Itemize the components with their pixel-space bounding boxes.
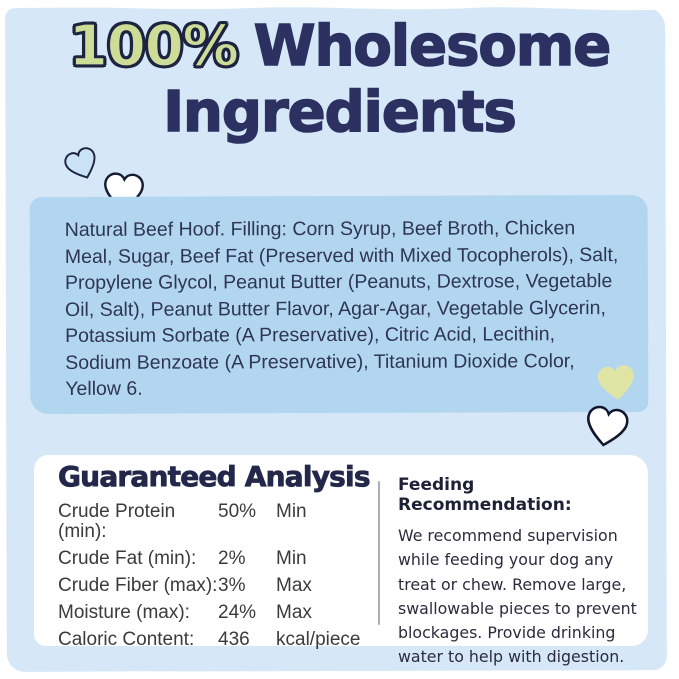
title-word-wholesome: Wholesome [253,14,611,79]
guaranteed-analysis-table [58,502,361,657]
table-row [58,576,361,596]
table-row [58,502,361,542]
analysis-value: 24% [218,602,257,623]
table-row [58,630,361,650]
analysis-value: 2% [218,548,246,569]
analysis-value: 50% [218,501,257,522]
guaranteed-analysis-heading: Guaranteed Analysis [58,460,370,493]
analysis-label: Crude Protein (min): [58,501,176,542]
analysis-value: 3% [218,575,246,596]
title-line-2 [0,80,679,146]
analysis-unit: Max [276,602,312,623]
ingredients-panel [30,195,649,414]
table-row [58,549,361,569]
title-word-ingredients: Ingredients [163,80,516,145]
title-highlight: 100% [68,14,238,79]
table-row [58,603,361,623]
analysis-value: 436 [218,629,250,650]
page-title [0,14,679,146]
heart-icon [593,361,640,405]
analysis-unit: Min [276,548,307,569]
feeding-recommendation-text: We recommend supervision while feeding your dog any treat or chew. Remove large, swallowable pieces to prevent blockages. Provide drinking water to help with digestion. [398,526,637,667]
title-line-1 [0,14,679,80]
analysis-label: Crude Fat (min): [58,548,197,569]
analysis-label: Crude Fiber (max): [58,575,218,596]
analysis-unit: Max [276,575,312,596]
feeding-recommendation-heading: Feeding Recommendation: [398,475,572,515]
analysis-unit: Min [276,501,307,522]
analysis-card [34,455,648,667]
analysis-unit: kcal/piece [276,629,361,650]
heart-icon [580,401,634,452]
vertical-divider [378,481,380,625]
analysis-label: Moisture (max): [58,602,190,623]
feeding-recommendation-section [398,475,640,670]
analysis-label: Caloric Content: [58,629,195,650]
ingredients-text: Natural Beef Hoof. Filling: Corn Syrup, Beef Broth, Chicken Meal, Sugar, Beef Fat (Preserved with Mixed Tocopherols), Salt, Propylene Glycol, Peanut Butter (Peanuts, Dextrose, Vegetable Oil, Salt), Peanut Butter Flavor, Agar-Agar, Vegetable Glycerin, Potassium Sorbate (A Preservative), Citric Acid, Lecithin, Sodium Benzoate (A Preservative), Titanium Dioxide Color, Yellow 6. [64,217,619,400]
